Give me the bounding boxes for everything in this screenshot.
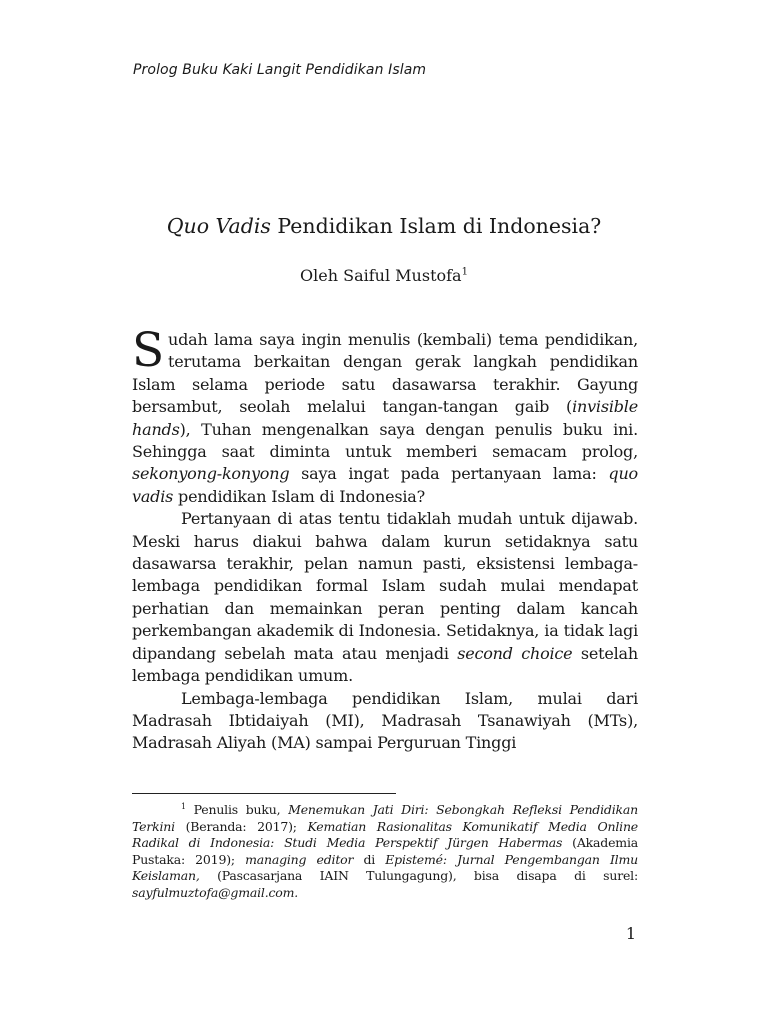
author-line <box>0 266 768 285</box>
paragraph-2 <box>132 508 638 687</box>
fn-seg-4: (Akademia Pustaka: 2019); <box>132 835 638 867</box>
page-number: 1 <box>625 924 636 943</box>
p2-seg-2: setelah lembaga pendidikan umum. <box>132 643 638 686</box>
footnote-mark: 1 <box>181 801 186 811</box>
footnote-text <box>132 802 638 901</box>
fn-seg-5: managing editor <box>245 851 354 867</box>
fn-email: sayfulmuztofa@gmail.com. <box>132 884 299 900</box>
fn-seg-7: Epistemé: Jurnal Pengembangan Ilmu Keislaman, <box>132 851 638 883</box>
paragraph-3 <box>132 688 638 755</box>
fn-seg-8: (Pascasarjana IAIN Tulungagung), bisa disapa di surel: <box>199 868 638 883</box>
author-name: Oleh Saiful Mustofa <box>300 266 462 285</box>
footnote-separator <box>132 793 396 794</box>
body-text <box>132 323 638 755</box>
p1-seg-3: sekonyong-konyong <box>132 464 290 484</box>
p1-seg-6: pendidikan Islam di Indonesia? <box>173 486 426 506</box>
paragraph-1 <box>132 323 638 508</box>
p1-seg-5: quo vadis <box>132 464 638 506</box>
p3-seg-0: Lembaga-lembaga pendidikan Islam, mulai dari Madrasah Ibtidaiyah (MI), Madrasah Tsanawiyah (MTs), Madrasah Aliyah (MA) sampai Perguruan Tinggi <box>132 688 638 753</box>
fn-seg-3: Kematian Rasionalitas Komunikatif Media Online Radikal di Indonesia: Studi Media Perspektif Jürgen Habermas <box>132 818 639 850</box>
fn-seg-2: (Beranda: 2017); <box>174 818 308 834</box>
running-header: Prolog Buku Kaki Langit Pendidikan Islam <box>133 62 427 78</box>
drop-cap: S <box>132 323 164 378</box>
fn-seg-0: Penulis buku, <box>185 802 289 817</box>
fn-seg-6: di <box>353 851 386 867</box>
p2-seg-0: Pertanyaan di atas tentu tidaklah mudah untuk dijawab. Meski harus diakui bahwa dalam kurun setidaknya satu dasawarsa terakhir, pelan namun pasti, eksistensi lembaga-lembaga pendidikan formal Islam sudah mulai mendapat perhatian dan memainkan peran penting dalam kancah perkembangan akademik di Indonesia. Setidaknya, ia tidak lagi dipandang sebelah mata atau menjadi <box>132 509 638 663</box>
p1-seg-4: saya ingat pada pertanyaan lama: <box>289 464 609 484</box>
p2-seg-1: second choice <box>457 643 573 663</box>
fn-seg-1: Menemukan Jati Diri: Sebongkah Refleksi Pendidikan Terkini <box>132 802 638 834</box>
document-title <box>0 214 768 238</box>
author-footnote-mark: 1 <box>461 266 468 278</box>
footnote <box>132 802 638 901</box>
p1-seg-1: invisible hands <box>132 397 638 439</box>
p1-seg-0: udah lama saya ingin menulis (kembali) tema pendidikan, terutama berkaitan dengan gerak langkah pendidikan Islam selama periode satu dasawarsa terakhir. Gayung bersambut, seolah melalui tangan-tangan gaib ( <box>132 330 638 417</box>
title-rest: Pendidikan Islam di Indonesia? <box>270 214 602 238</box>
title-italic-part: Quo Vadis <box>166 214 271 238</box>
p1-seg-2: ), Tuhan mengenalkan saya dengan penulis buku ini. Sehingga saat diminta untuk memberi semacam prolog, <box>132 419 638 462</box>
